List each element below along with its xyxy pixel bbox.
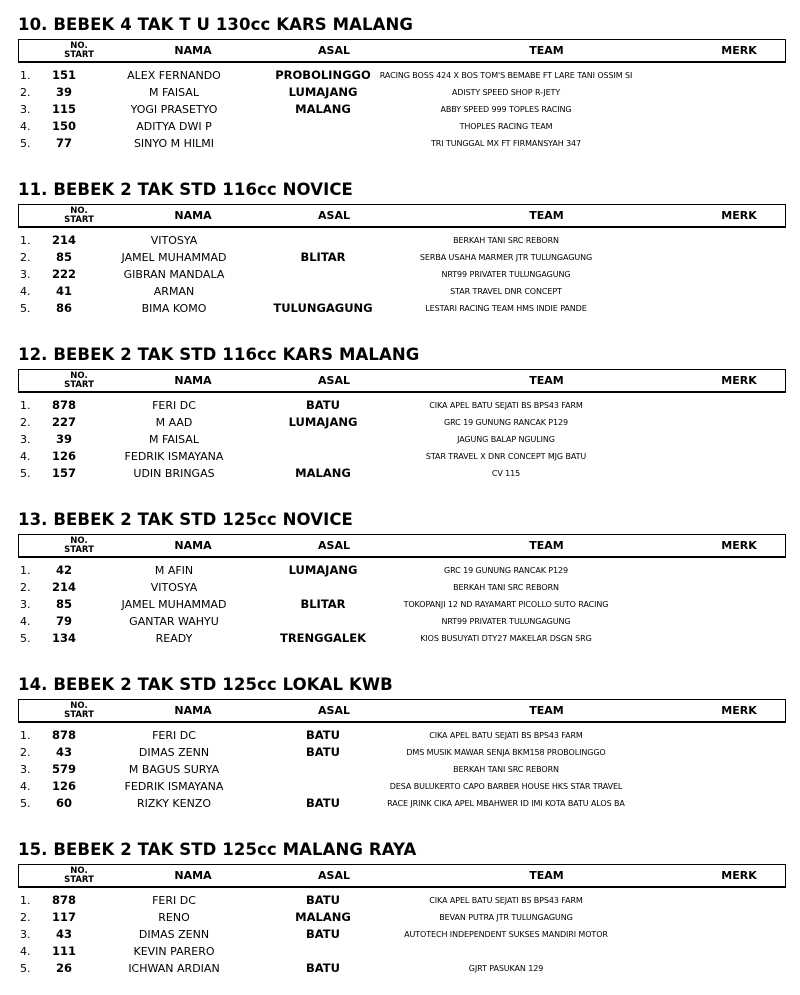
table-row	[0, 448, 800, 465]
row-team: GRC 19 GUNUNG RANCAK P129	[444, 566, 568, 575]
header-asal: ASAL	[318, 869, 350, 882]
row-position: 5.	[20, 962, 31, 975]
header-no-start	[51, 40, 107, 61]
row-rider-name: M BAGUS SURYA	[128, 763, 220, 776]
row-origin: TRENGGALEK	[279, 631, 367, 645]
row-rider-name: VITOSYA	[150, 234, 198, 247]
race-class-section	[0, 674, 800, 824]
header-merk: MERK	[721, 374, 757, 387]
row-start-number: 26	[55, 961, 72, 975]
row-rider-name: FERI DC	[152, 729, 196, 742]
section-title: 11. BEBEK 2 TAK STD 116cc NOVICE	[18, 180, 353, 199]
row-rider-name: RENO	[158, 911, 190, 924]
table-row	[0, 926, 800, 943]
row-team: KIOS BUSUYATI DTY27 MAKELAR DSGN SRG	[420, 634, 592, 643]
row-position: 4.	[20, 615, 31, 628]
row-start-number: 126	[51, 779, 76, 793]
row-origin: BATU	[306, 961, 340, 975]
row-origin: PROBOLINGGO	[275, 68, 371, 82]
row-start-number: 86	[55, 301, 72, 315]
header-underline	[18, 61, 786, 63]
header-start-label: START	[64, 544, 94, 555]
row-rider-name: UDIN BRINGAS	[133, 467, 215, 480]
table-row	[0, 84, 800, 101]
row-position: 1.	[20, 564, 31, 577]
row-position: 5.	[20, 797, 31, 810]
race-class-section	[0, 179, 800, 329]
header-underline	[18, 721, 786, 723]
row-team: CIKA APEL BATU SEJATI BS BPS43 FARM	[429, 731, 583, 740]
row-start-number: 43	[55, 927, 72, 941]
row-position: 2.	[20, 86, 31, 99]
table-row	[0, 232, 800, 249]
row-team: BERKAH TANI SRC REBORN	[453, 583, 559, 592]
header-team: TEAM	[529, 209, 564, 222]
row-position: 3.	[20, 268, 31, 281]
row-start-number: 117	[51, 910, 76, 924]
row-position: 3.	[20, 763, 31, 776]
table-row	[0, 135, 800, 152]
table-row	[0, 795, 800, 812]
row-team: ABBY SPEED 999 TOPLES RACING	[440, 105, 572, 114]
row-position: 4.	[20, 285, 31, 298]
row-start-number: 111	[51, 944, 76, 958]
section-title: 10. BEBEK 4 TAK T U 130cc KARS MALANG	[18, 15, 414, 34]
row-start-number: 42	[55, 563, 72, 577]
row-position: 2.	[20, 746, 31, 759]
table-row	[0, 67, 800, 84]
row-origin: BLITAR	[300, 250, 346, 264]
row-rider-name: FERI DC	[152, 894, 196, 907]
row-start-number: 579	[51, 762, 76, 776]
header-underline	[18, 226, 786, 228]
table-row	[0, 892, 800, 909]
header-merk: MERK	[721, 209, 757, 222]
table-header	[18, 204, 786, 227]
row-position: 3.	[20, 433, 31, 446]
row-rider-name: BIMA KOMO	[141, 302, 207, 315]
row-origin: BATU	[306, 398, 340, 412]
row-start-number: 227	[51, 415, 76, 429]
row-start-number: 134	[51, 631, 76, 645]
row-start-number: 151	[51, 68, 76, 82]
header-no-label: NO.	[70, 205, 88, 216]
header-no-start	[51, 205, 107, 226]
row-position: 2.	[20, 581, 31, 594]
table-row	[0, 960, 800, 977]
table-row	[0, 465, 800, 482]
row-rider-name: GIBRAN MANDALA	[123, 268, 225, 281]
row-start-number: 115	[51, 102, 76, 116]
row-position: 3.	[20, 928, 31, 941]
header-nama: NAMA	[174, 374, 212, 387]
table-row	[0, 613, 800, 630]
row-rider-name: ALEX FERNANDO	[127, 69, 221, 82]
table-header	[18, 534, 786, 557]
row-start-number: 85	[55, 597, 72, 611]
row-team: CIKA APEL BATU SEJATI BS BPS43 FARM	[429, 401, 583, 410]
header-no-label: NO.	[70, 700, 88, 711]
race-class-section	[0, 839, 800, 989]
row-team: GJRT PASUKAN 129	[468, 964, 544, 973]
row-team: RACING BOSS 424 X BOS TOM'S BEMABE FT LARE TANI OSSIM SI	[379, 71, 633, 80]
row-start-number: 878	[51, 728, 76, 742]
row-start-number: 214	[51, 233, 76, 247]
header-nama: NAMA	[174, 704, 212, 717]
table-row	[0, 101, 800, 118]
row-position: 5.	[20, 467, 31, 480]
row-position: 4.	[20, 780, 31, 793]
row-rider-name: YOGI PRASETYO	[130, 103, 218, 116]
header-start-label: START	[64, 49, 94, 60]
table-row	[0, 630, 800, 647]
header-nama: NAMA	[174, 209, 212, 222]
row-team: RACE JRINK CIKA APEL MBAHWER ID IMI KOTA BATU ALOS BA	[387, 799, 625, 808]
header-asal: ASAL	[318, 704, 350, 717]
header-start-label: START	[64, 214, 94, 225]
header-team: TEAM	[529, 704, 564, 717]
row-team: DESA BULUKERTO CAPO BARBER HOUSE HKS STAR TRAVEL	[389, 782, 623, 791]
row-rider-name: M AAD	[155, 416, 193, 429]
header-asal: ASAL	[318, 374, 350, 387]
row-rider-name: RIZKY KENZO	[136, 797, 212, 810]
header-nama: NAMA	[174, 869, 212, 882]
row-start-number: 157	[51, 466, 76, 480]
header-underline	[18, 886, 786, 888]
table-row	[0, 562, 800, 579]
row-team: LESTARI RACING TEAM HMS INDIE PANDE	[425, 304, 587, 313]
row-position: 1.	[20, 234, 31, 247]
section-title: 12. BEBEK 2 TAK STD 116cc KARS MALANG	[18, 345, 420, 364]
header-merk: MERK	[721, 44, 757, 57]
table-row	[0, 943, 800, 960]
row-position: 2.	[20, 416, 31, 429]
header-asal: ASAL	[318, 44, 350, 57]
header-nama: NAMA	[174, 539, 212, 552]
row-team: NRT99 PRIVATER TULUNGAGUNG	[441, 270, 571, 279]
section-title: 14. BEBEK 2 TAK STD 125cc LOKAL KWB	[18, 675, 393, 694]
row-position: 2.	[20, 911, 31, 924]
row-rider-name: GANTAR WAHYU	[129, 615, 219, 628]
header-nama: NAMA	[174, 44, 212, 57]
row-team: TOKOPANJI 12 ND RAYAMART PICOLLO SUTO RACING	[403, 600, 609, 609]
row-team: GRC 19 GUNUNG RANCAK P129	[444, 418, 568, 427]
row-start-number: 60	[55, 796, 72, 810]
row-rider-name: JAMEL MUHAMMAD	[121, 598, 227, 611]
row-rider-name: ADITYA DWI P	[136, 120, 212, 133]
row-start-number: 85	[55, 250, 72, 264]
table-row	[0, 414, 800, 431]
row-start-number: 214	[51, 580, 76, 594]
row-origin: BATU	[306, 728, 340, 742]
table-row	[0, 249, 800, 266]
row-position: 5.	[20, 302, 31, 315]
header-underline	[18, 556, 786, 558]
table-header	[18, 699, 786, 722]
header-no-start	[51, 865, 107, 886]
row-position: 5.	[20, 632, 31, 645]
row-rider-name: READY	[155, 632, 193, 645]
row-team: TRI TUNGGAL MX FT FIRMANSYAH 347	[430, 139, 582, 148]
row-origin: BLITAR	[300, 597, 346, 611]
row-team: NRT99 PRIVATER TULUNGAGUNG	[441, 617, 571, 626]
row-origin: MALANG	[295, 466, 351, 480]
race-class-section	[0, 344, 800, 494]
row-team: BEVAN PUTRA JTR TULUNGAGUNG	[439, 913, 573, 922]
row-team: CIKA APEL BATU SEJATI BS BPS43 FARM	[429, 896, 583, 905]
row-origin: BATU	[306, 796, 340, 810]
row-start-number: 878	[51, 398, 76, 412]
header-team: TEAM	[529, 869, 564, 882]
row-position: 3.	[20, 103, 31, 116]
row-rider-name: SINYO M HILMI	[133, 137, 215, 150]
table-row	[0, 300, 800, 317]
row-team: CV 115	[491, 469, 521, 478]
race-class-section	[0, 14, 800, 164]
header-no-label: NO.	[70, 40, 88, 51]
row-start-number: 77	[55, 136, 72, 150]
row-position: 1.	[20, 69, 31, 82]
row-rider-name: DIMAS ZENN	[138, 928, 210, 941]
section-title: 15. BEBEK 2 TAK STD 125cc MALANG RAYA	[18, 840, 417, 859]
header-no-start	[51, 370, 107, 391]
row-rider-name: DIMAS ZENN	[138, 746, 210, 759]
row-team: DMS MUSIK MAWAR SENJA BKM158 PROBOLINGGO	[406, 748, 606, 757]
row-start-number: 126	[51, 449, 76, 463]
header-team: TEAM	[529, 44, 564, 57]
row-rider-name: FEDRIK ISMAYANA	[124, 780, 224, 793]
row-origin: MALANG	[295, 102, 351, 116]
row-start-number: 39	[55, 432, 72, 446]
table-row	[0, 727, 800, 744]
table-row	[0, 596, 800, 613]
row-origin: LUMAJANG	[288, 415, 358, 429]
row-team: STAR TRAVEL DNR CONCEPT	[450, 287, 562, 296]
row-origin: MALANG	[295, 910, 351, 924]
row-rider-name: JAMEL MUHAMMAD	[121, 251, 227, 264]
row-team: THOPLES RACING TEAM	[459, 122, 553, 131]
row-start-number: 150	[51, 119, 76, 133]
row-start-number: 222	[51, 267, 76, 281]
header-no-label: NO.	[70, 370, 88, 381]
header-no-start	[51, 700, 107, 721]
row-rider-name: VITOSYA	[150, 581, 198, 594]
row-rider-name: ARMAN	[153, 285, 195, 298]
header-merk: MERK	[721, 869, 757, 882]
table-row	[0, 431, 800, 448]
row-start-number: 79	[55, 614, 72, 628]
row-origin: BATU	[306, 893, 340, 907]
row-rider-name: M AFIN	[154, 564, 194, 577]
header-no-label: NO.	[70, 535, 88, 546]
row-origin: BATU	[306, 927, 340, 941]
row-origin: LUMAJANG	[288, 85, 358, 99]
table-row	[0, 266, 800, 283]
row-rider-name: M FAISAL	[149, 86, 199, 99]
row-position: 3.	[20, 598, 31, 611]
table-row	[0, 744, 800, 761]
table-header	[18, 39, 786, 62]
row-position: 1.	[20, 894, 31, 907]
row-rider-name: M FAISAL	[149, 433, 199, 446]
header-no-start	[51, 535, 107, 556]
row-start-number: 41	[55, 284, 72, 298]
table-row	[0, 397, 800, 414]
row-team	[336, 943, 676, 960]
row-team: AUTOTECH INDEPENDENT SUKSES MANDIRI MOTOR	[404, 930, 608, 939]
header-start-label: START	[64, 709, 94, 720]
row-rider-name: FEDRIK ISMAYANA	[124, 450, 224, 463]
table-row	[0, 909, 800, 926]
table-row	[0, 778, 800, 795]
row-team: SERBA USAHA MARMER JTR TULUNGAGUNG	[419, 253, 593, 262]
table-header	[18, 864, 786, 887]
header-team: TEAM	[529, 539, 564, 552]
table-row	[0, 579, 800, 596]
table-header	[18, 369, 786, 392]
row-rider-name: KEVIN PARERO	[133, 945, 215, 958]
header-asal: ASAL	[318, 209, 350, 222]
row-position: 1.	[20, 399, 31, 412]
race-class-section	[0, 509, 800, 659]
table-row	[0, 118, 800, 135]
row-rider-name: ICHWAN ARDIAN	[128, 962, 220, 975]
row-origin: TULUNGAGUNG	[273, 301, 373, 315]
row-start-number: 39	[55, 85, 72, 99]
row-position: 2.	[20, 251, 31, 264]
row-start-number: 878	[51, 893, 76, 907]
table-row	[0, 761, 800, 778]
header-merk: MERK	[721, 704, 757, 717]
header-underline	[18, 391, 786, 393]
row-position: 4.	[20, 120, 31, 133]
row-team: BERKAH TANI SRC REBORN	[453, 765, 559, 774]
table-row	[0, 283, 800, 300]
row-team: STAR TRAVEL X DNR CONCEPT MJG BATU	[425, 452, 587, 461]
row-origin: LUMAJANG	[288, 563, 358, 577]
row-team: BERKAH TANI SRC REBORN	[453, 236, 559, 245]
row-origin: BATU	[306, 745, 340, 759]
row-position: 5.	[20, 137, 31, 150]
section-title: 13. BEBEK 2 TAK STD 125cc NOVICE	[18, 510, 353, 529]
header-team: TEAM	[529, 374, 564, 387]
header-start-label: START	[64, 874, 94, 885]
header-merk: MERK	[721, 539, 757, 552]
row-rider-name: FERI DC	[152, 399, 196, 412]
row-position: 4.	[20, 450, 31, 463]
row-team: JAGUNG BALAP NGULING	[457, 435, 555, 444]
header-no-label: NO.	[70, 865, 88, 876]
row-position: 1.	[20, 729, 31, 742]
header-asal: ASAL	[318, 539, 350, 552]
header-start-label: START	[64, 379, 94, 390]
row-position: 4.	[20, 945, 31, 958]
row-start-number: 43	[55, 745, 72, 759]
row-team: ADISTY SPEED SHOP R-JETY	[451, 88, 561, 97]
